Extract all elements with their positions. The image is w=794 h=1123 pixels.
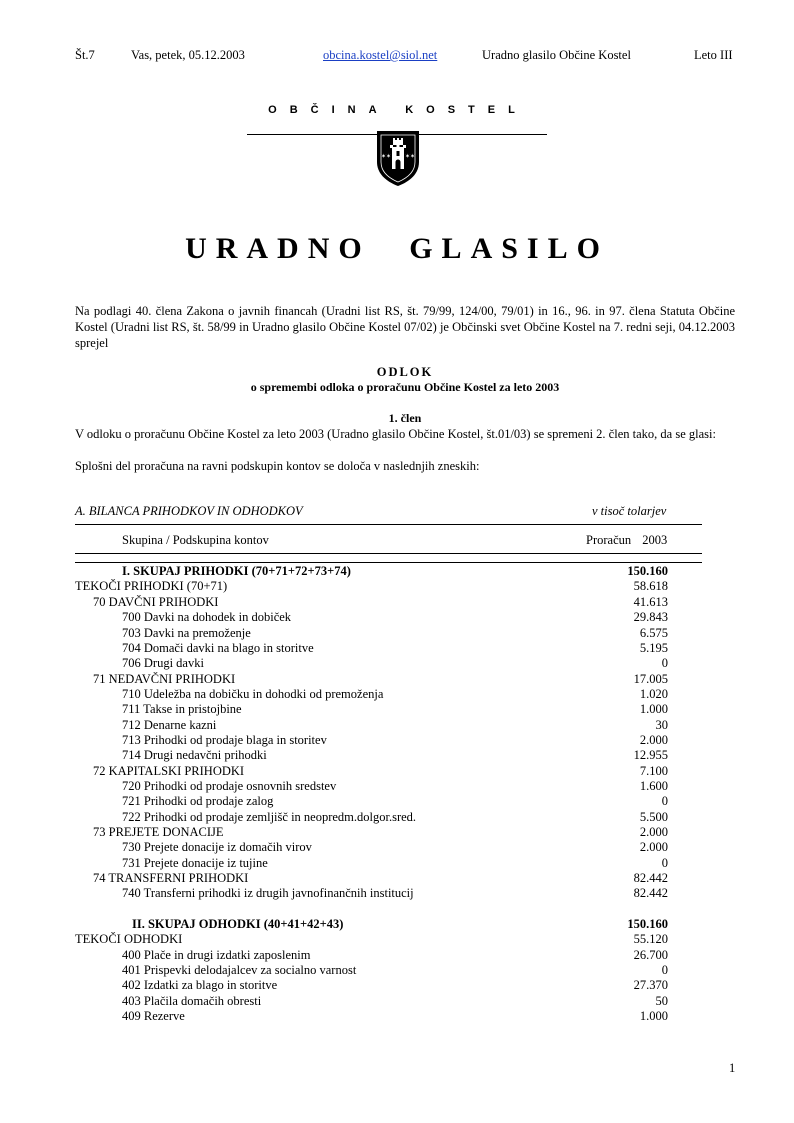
- row-value: 1.020: [639, 687, 668, 701]
- row-value: 82.442: [633, 871, 668, 885]
- row-label: 711 Takse in pristojbine: [122, 702, 242, 716]
- article-heading: 1. člen: [388, 411, 422, 425]
- row-label: I. SKUPAJ PRIHODKI (70+71+72+73+74): [122, 564, 351, 578]
- issue-date: Vas, petek, 05.12.2003: [131, 48, 245, 62]
- row-value: 1.600: [639, 779, 668, 793]
- table-row: [0, 610, 794, 625]
- row-value: 5.195: [639, 641, 668, 655]
- unit-label: v tisoč tolarjev: [592, 504, 667, 518]
- table-row: [0, 626, 794, 641]
- row-value: 26.700: [633, 948, 668, 962]
- table-row: [0, 656, 794, 671]
- row-value: 6.575: [639, 626, 668, 640]
- table-row: [0, 579, 794, 594]
- table-row: [0, 810, 794, 825]
- row-label: 71 NEDAVČNI PRIHODKI: [93, 672, 236, 686]
- decision-subheading: o spremembi odloka o proračunu Občine Kostel za leto 2003: [250, 380, 560, 394]
- row-value: 150.160: [627, 917, 668, 931]
- section-title: A. BILANCA PRIHODKOV IN ODHODKOV: [75, 504, 303, 518]
- row-value: 0: [661, 656, 668, 670]
- row-label: 401 Prispevki delodajalcev za socialno varnost: [122, 963, 357, 977]
- row-label: 721 Prihodki od prodaje zalog: [122, 794, 274, 808]
- row-value: 7.100: [639, 764, 668, 778]
- row-label: 402 Izdatki za blago in storitve: [122, 978, 278, 992]
- row-value: 41.613: [633, 595, 668, 609]
- row-label: 722 Prihodki od prodaje zemljišč in neopredm.dolgor.sred.: [122, 810, 417, 824]
- row-value: 0: [661, 856, 668, 870]
- document-title: URADNO GLASILO: [185, 232, 609, 265]
- table-row: [0, 564, 794, 579]
- row-label: 400 Plače in drugi izdatki zaposlenim: [122, 948, 311, 962]
- row-label: 72 KAPITALSKI PRIHODKI: [93, 764, 245, 778]
- table-row: [0, 702, 794, 717]
- row-label: 73 PREJETE DONACIJE: [93, 825, 224, 839]
- row-label: 713 Prihodki od prodaje blaga in storitev: [122, 733, 327, 747]
- table-row: [0, 595, 794, 610]
- publication-name: Uradno glasilo Občine Kostel: [482, 48, 631, 62]
- table-row: [0, 764, 794, 779]
- table-row: [0, 994, 794, 1009]
- row-value: 17.005: [633, 672, 668, 686]
- table-row: [0, 932, 794, 947]
- table-rule-top: [75, 524, 702, 525]
- table-row: [0, 733, 794, 748]
- row-value: 150.160: [627, 564, 668, 578]
- table-row: [0, 963, 794, 978]
- table-row: [0, 672, 794, 687]
- row-label: 700 Davki na dohodek in dobiček: [122, 610, 292, 624]
- row-label: II. SKUPAJ ODHODKI (40+41+42+43): [132, 917, 344, 931]
- table-row: [0, 948, 794, 963]
- column-header-group: Skupina / Podskupina kontov: [122, 533, 269, 547]
- issue-number: Št.7: [75, 48, 95, 62]
- coat-of-arms-icon: [374, 128, 422, 192]
- svg-text:✶✶: ✶✶: [404, 153, 416, 160]
- email-link[interactable]: [323, 48, 437, 63]
- table-row: [0, 978, 794, 993]
- row-value: 58.618: [633, 579, 668, 593]
- table-row: [0, 687, 794, 702]
- row-value: 5.500: [639, 810, 668, 824]
- row-value: 29.843: [633, 610, 668, 624]
- table-row: [0, 718, 794, 733]
- row-label: 74 TRANSFERNI PRIHODKI: [93, 871, 249, 885]
- table-row: [0, 825, 794, 840]
- row-label: 730 Prejete donacije iz domačih virov: [122, 840, 312, 854]
- row-value: 0: [661, 963, 668, 977]
- row-value: 2.000: [639, 825, 668, 839]
- table-rule-header: [75, 553, 702, 554]
- table-rule-body: [75, 562, 702, 563]
- article-text-2: Splošni del proračuna na ravni podskupin kontov se določa v naslednjih zneskih:: [75, 459, 480, 473]
- row-label: 409 Rezerve: [122, 1009, 185, 1023]
- row-label: TEKOČI PRIHODKI (70+71): [75, 579, 228, 593]
- row-label: 720 Prihodki od prodaje osnovnih sredstev: [122, 779, 337, 793]
- row-value: 12.955: [633, 748, 668, 762]
- row-value: 30: [655, 718, 668, 732]
- table-row: [0, 748, 794, 763]
- row-label: TEKOČI ODHODKI: [75, 932, 183, 946]
- municipality-logo-text: OBČINA KOSTEL: [268, 104, 528, 116]
- intro-paragraph: Na podlagi 40. člena Zakona o javnih financah (Uradni list RS, št. 79/99, 124/00, 79/01) in 16., 96. in 97. člena Statuta Občine Kostel (Uradni list RS, št. 58/99 in Uradno glasilo Občine Kostel 07/02) je Občinski svet Občine Kostel na 7. redni seji, 04.12.2003 sprejel: [75, 304, 735, 350]
- row-label: 731 Prejete donacije iz tujine: [122, 856, 268, 870]
- row-label: 703 Davki na premoženje: [122, 626, 251, 640]
- row-label: 403 Plačila domačih obresti: [122, 994, 262, 1008]
- row-value: 82.442: [633, 886, 668, 900]
- email-link-text[interactable]: obcina.kostel@siol.net: [323, 48, 438, 62]
- row-value: 1.000: [639, 702, 668, 716]
- table-row: [0, 856, 794, 871]
- decision-heading: ODLOK: [376, 365, 434, 379]
- table-row: [0, 1009, 794, 1024]
- row-value: 2.000: [639, 733, 668, 747]
- row-value: 50: [655, 994, 668, 1008]
- publication-year: Leto III: [694, 48, 733, 62]
- column-header-budget: Proračun 2003: [586, 533, 668, 547]
- row-label: 710 Udeležba na dobičku in dohodki od premoženja: [122, 687, 384, 701]
- table-row: [0, 840, 794, 855]
- row-label: 740 Transferni prihodki iz drugih javnofinančnih institucij: [122, 886, 414, 900]
- table-row: [0, 886, 794, 901]
- row-label: 714 Drugi nedavčni prihodki: [122, 748, 267, 762]
- page-number: 1: [729, 1061, 736, 1075]
- row-label: 706 Drugi davki: [122, 656, 204, 670]
- table-row: [0, 794, 794, 809]
- row-label: 704 Domači davki na blago in storitve: [122, 641, 314, 655]
- table-row: [0, 871, 794, 886]
- table-row: [0, 917, 794, 932]
- row-value: 1.000: [639, 1009, 668, 1023]
- row-label: 70 DAVČNI PRIHODKI: [93, 595, 219, 609]
- row-value: 2.000: [639, 840, 668, 854]
- table-row: [0, 779, 794, 794]
- table-row: [0, 641, 794, 656]
- row-value: 55.120: [633, 932, 668, 946]
- svg-text:✶✶: ✶✶: [380, 153, 392, 160]
- article-text: V odloku o proračunu Občine Kostel za leto 2003 (Uradno glasilo Občine Kostel, št.01/03) se spremeni 2. člen tako, da se glasi:: [75, 427, 716, 441]
- row-value: 0: [661, 794, 668, 808]
- row-value: 27.370: [633, 978, 668, 992]
- row-label: 712 Denarne kazni: [122, 718, 217, 732]
